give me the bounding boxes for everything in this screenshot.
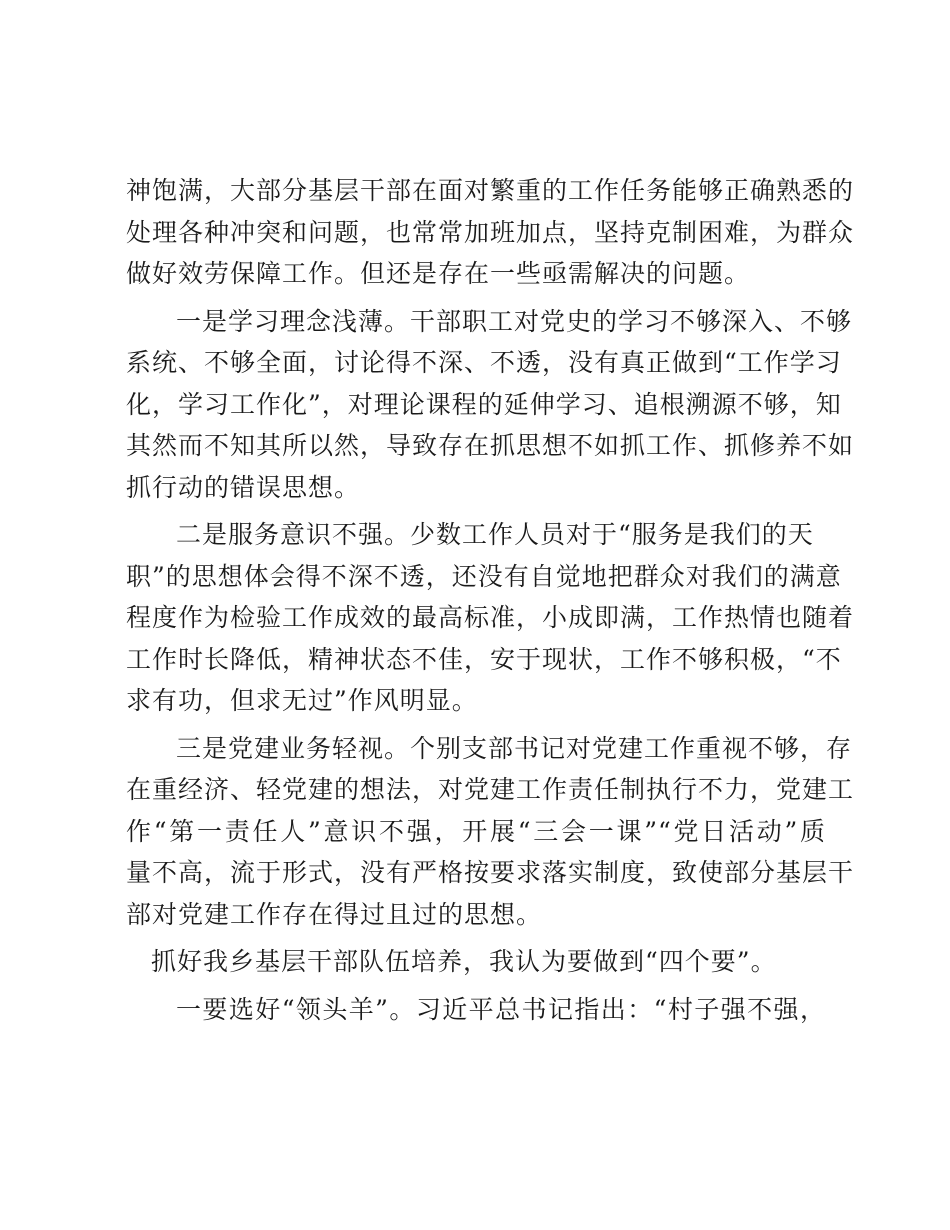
text-line: 抓行动的错误思想。: [126, 472, 361, 502]
text-line: 做好效劳保障工作。但还是存在一些亟需解决的问题。: [126, 259, 751, 288]
text-line: 处理各种冲突和问题，也常常加班加点，坚持克制困难，为群众: [126, 217, 855, 247]
paragraph-intro: [126, 170, 855, 295]
text-line: 三是党建业务轻视。个别支部书记对党建工作重视不够，存: [176, 733, 853, 763]
paragraph-four-musts: [126, 941, 826, 983]
text-line: 一要选好“领头羊”。习近平总书记指出：“村子强不强，: [176, 994, 826, 1024]
paragraph-study: [126, 301, 855, 509]
paragraph-service: [126, 514, 855, 722]
text-line: 求有功，但求无过”作风明显。: [126, 686, 478, 715]
text-line: 职”的思想体会得不深不透，还没有自觉地把群众对我们的满意: [126, 561, 842, 591]
text-line: 二是服务意识不强。少数工作人员对于“服务是我们的天: [176, 520, 814, 549]
text-line: 抓好我乡基层干部队伍培养，我认为要做到“四个要”。: [151, 947, 777, 976]
text-line: 工作时长降低，精神状态不佳，安于现状，工作不够积极，“不: [126, 644, 842, 674]
paragraph-party-building: [126, 728, 855, 936]
text-line: 神饱满，大部分基层干部在面对繁重的工作任务能够正确熟悉的: [126, 176, 855, 205]
paragraph-leader: [126, 989, 826, 1031]
text-line: 部对党建工作存在得过且过的思想。: [126, 899, 543, 929]
text-line: 作“第一责任人”意识不强，开展“三会一课”“党日活动”质: [126, 816, 826, 846]
text-line: 化，学习工作化”，对理论课程的延伸学习、追根溯源不够，知: [126, 389, 842, 419]
document-body: [126, 170, 855, 1030]
text-line: 量不高，流于形式，没有严格按要求落实制度，致使部分基层干: [126, 858, 855, 887]
text-line: 一是学习理念浅薄。干部职工对党史的学习不够深入、不够: [176, 306, 853, 336]
text-line: 程度作为检验工作成效的最高标准，小成即满，工作热情也随着: [126, 603, 855, 632]
text-line: 系统、不够全面，讨论得不深、不透，没有真正做到“工作学习: [126, 348, 842, 377]
text-line: 在重经济、轻党建的想法，对党建工作责任制执行不力，党建工: [126, 775, 855, 804]
text-line: 其然而不知其所以然，导致存在抓思想不如抓工作、抓修养不如: [126, 431, 855, 460]
